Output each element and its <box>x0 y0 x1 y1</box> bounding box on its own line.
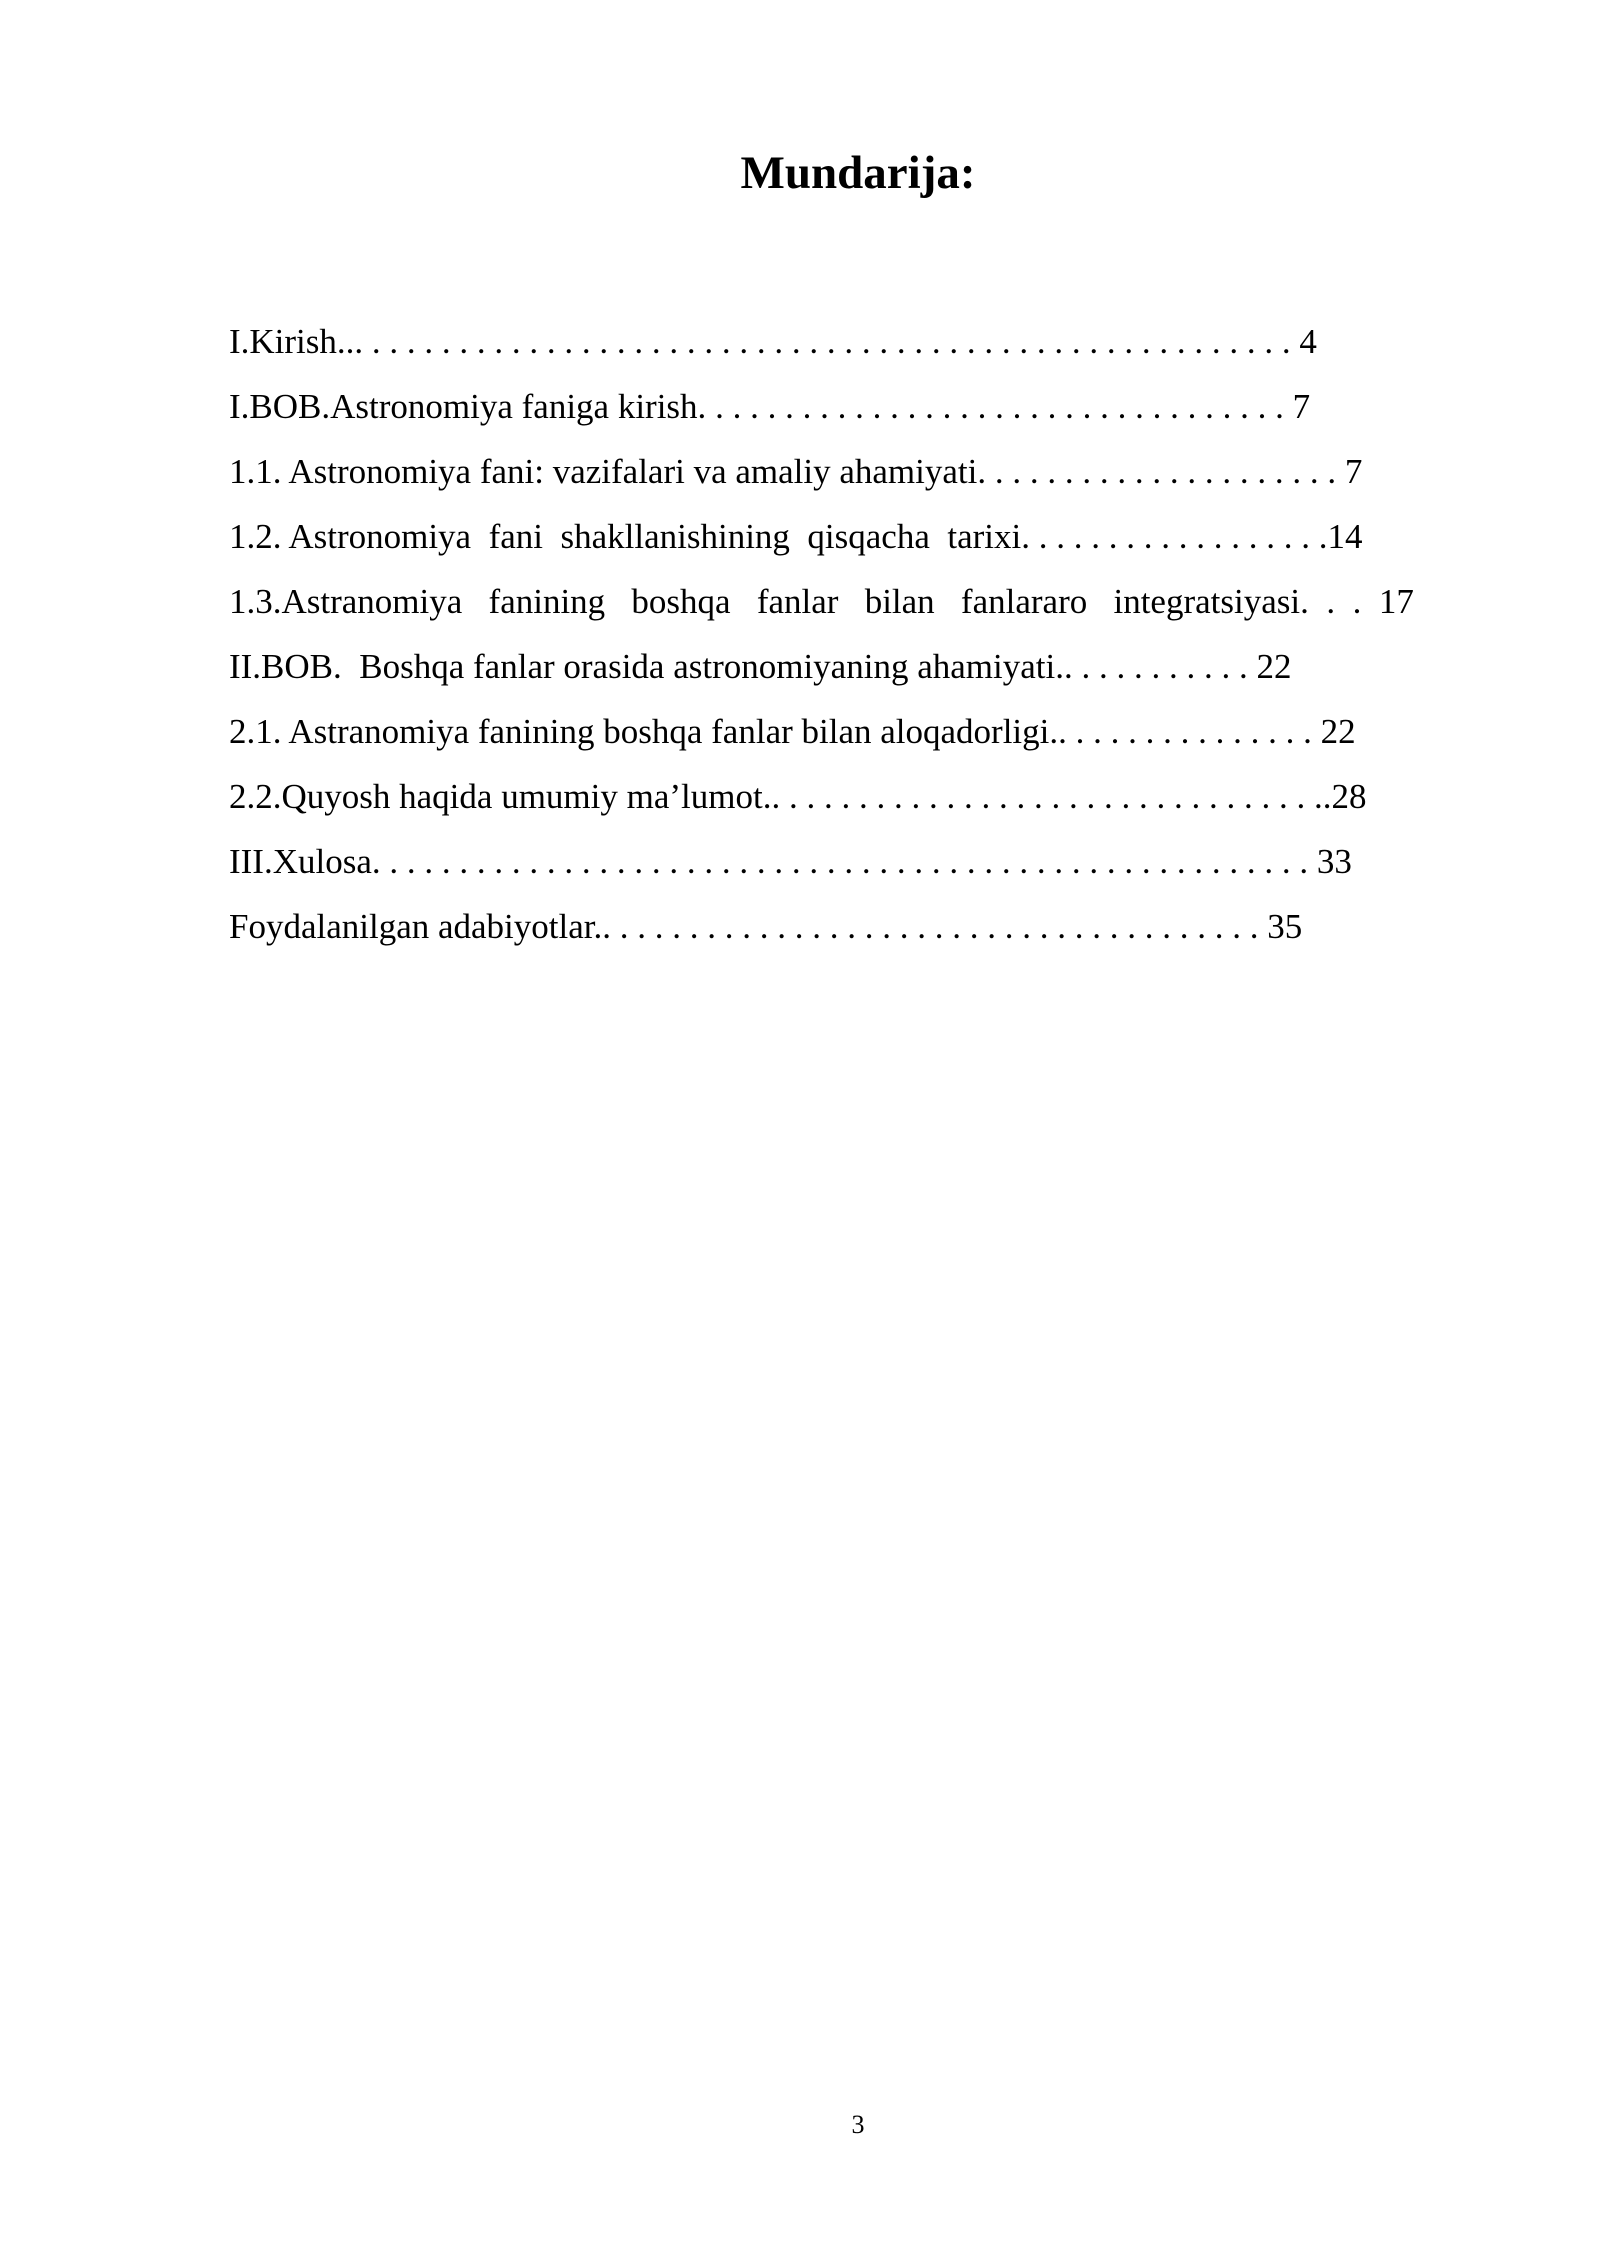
toc-page-number: 22 <box>1311 712 1356 751</box>
toc-page-number: 7 <box>1283 387 1311 426</box>
toc-page-number: 33 <box>1308 842 1352 881</box>
toc-entry-8 <box>229 771 1414 836</box>
toc-leader: . . . . . . . . . . . . . . <box>1066 712 1312 751</box>
toc-page-number: 17 <box>1361 582 1414 621</box>
toc-page-number: 22 <box>1247 647 1292 686</box>
toc-entry-text: I.BOB.Astronomiya faniga kirish. <box>229 387 707 426</box>
page-number: 3 <box>851 2110 865 2139</box>
page-title: Mundarija: <box>740 147 976 199</box>
toc-page-number: .28 <box>1322 777 1367 816</box>
toc-entry-text: 1.1. Astronomiya fani: vazifalari va amaliy ahamiyati. <box>229 452 987 491</box>
toc-entry-10 <box>229 901 1414 966</box>
toc-leader: . . . . . . . . . . . . . . . . . . . . . . . . . . . . . . . <box>780 777 1323 816</box>
toc-page-number: 4 <box>1290 322 1317 361</box>
toc-leader: . . <box>1308 582 1362 621</box>
toc-entry-text: 1.3.Astranomiya fanining boshqa fanlar bilan fanlararo integratsiyasi. <box>229 582 1309 621</box>
toc-leader: . . . . . . . . . . . . . . . . . . . . . . . . . . . . . . . . . . . . . <box>611 907 1259 946</box>
toc-entry-text: II.BOB. Boshqa fanlar orasida astronomiyaning ahamiyati.. <box>229 647 1073 686</box>
table-of-contents <box>229 316 1414 966</box>
toc-leader: . . . . . . . . . . . . . . . . . . . . <box>986 452 1337 491</box>
toc-page-number: 14 <box>1327 517 1363 556</box>
toc-entry-text: I.Kirish... <box>229 322 364 361</box>
toc-leader: . . . . . . . . . . . . . . . . . . . . . . . . . . . . . . . . . . . . . . . . . . . . . . . . . . . . . <box>380 842 1309 881</box>
toc-entry-7 <box>229 706 1414 771</box>
toc-leader: . . . . . . . . . . . . . . . . . . . . . . . . . . . . . . . . . . . . . . . . . . . . . . . . . . . . . <box>363 322 1291 361</box>
toc-page-number: 35 <box>1258 907 1303 946</box>
toc-entry-3 <box>229 446 1414 511</box>
toc-entry-text: 2.1. Astranomiya fanining boshqa fanlar bilan aloqadorligi.. <box>229 712 1067 751</box>
toc-entry-5 <box>229 576 1414 641</box>
toc-entry-1 <box>229 316 1414 381</box>
toc-page-number: 7 <box>1336 452 1363 491</box>
toc-entry-text: III.Xulosa. <box>229 842 381 881</box>
toc-entry-text: 1.2. Astronomiya fani shakllanishining qisqacha tarixi. <box>229 517 1030 556</box>
toc-leader: . . . . . . . . . . . . . . . . . . . . . . . . . . . . . . . . . <box>706 387 1284 426</box>
toc-entry-4 <box>229 511 1414 576</box>
toc-entry-2 <box>229 381 1414 446</box>
toc-entry-text: 2.2.Quyosh haqida umumiy ma’lumot.. <box>229 777 781 816</box>
toc-leader: . . . . . . . . . . <box>1072 647 1248 686</box>
toc-entry-9 <box>229 836 1414 901</box>
toc-entry-6 <box>229 641 1414 706</box>
toc-leader: . . . . . . . . . . . . . . . . . <box>1029 517 1328 556</box>
toc-entry-text: Foydalanilgan adabiyotlar.. <box>229 907 611 946</box>
